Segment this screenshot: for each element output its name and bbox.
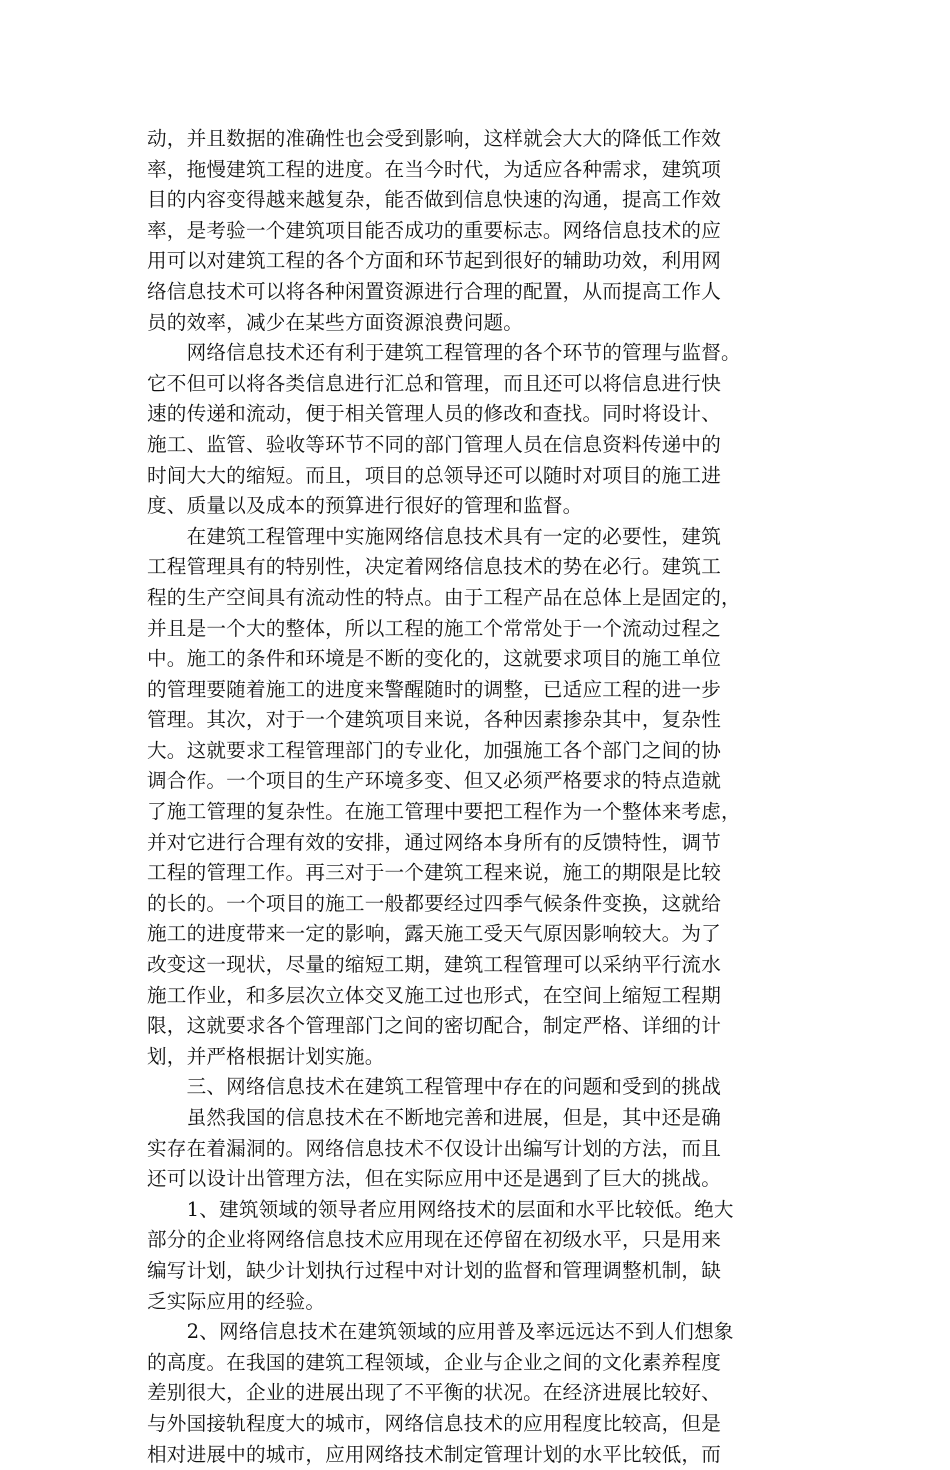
text-line: 工程的管理工作。再三对于一个建筑工程来说，施工的期限是比较 <box>147 861 722 885</box>
text-line: 乏实际应用的经验。 <box>147 1289 326 1313</box>
text-line: 与外国接轨程度大的城市，网络信息技术的应用程度比较高，但是 <box>147 1411 722 1435</box>
text-line: 中。施工的条件和环境是不断的变化的，这就要求项目的施工单位 <box>147 647 722 671</box>
text-line: 率，是考验一个建筑项目能否成功的重要标志。网络信息技术的应 <box>147 218 722 242</box>
text-line: 施工、监管、验收等环节不同的部门管理人员在信息资料传递中的 <box>147 432 722 456</box>
text-line: 用可以对建筑工程的各个方面和环节起到很好的辅助功效，利用网 <box>147 249 722 273</box>
text-line: 目的内容变得越来越复杂，能否做到信息快速的沟通，提高工作效 <box>147 188 722 212</box>
text-line: 2、网络信息技术在建筑领域的应用普及率远远达不到人们想象 <box>147 1320 734 1344</box>
text-line: 并且是一个大的整体，所以工程的施工个常常处于一个流动过程之 <box>147 616 722 640</box>
text-line: 改变这一现状，尽量的缩短工期，建筑工程管理可以采纳平行流水 <box>147 953 722 977</box>
text-line: 大。这就要求工程管理部门的专业化，加强施工各个部门之间的协 <box>147 738 722 762</box>
text-line: 在建筑工程管理中实施网络信息技术具有一定的必要性，建筑 <box>147 524 722 548</box>
text-line: 网络信息技术还有利于建筑工程管理的各个环节的管理与监督。 <box>147 341 741 365</box>
text-line: 络信息技术可以将各种闲置资源进行合理的配置，从而提高工作人 <box>147 279 722 303</box>
text-line: 实存在着漏洞的。网络信息技术不仅设计出编写计划的方法，而且 <box>147 1136 722 1160</box>
text-line: 程的生产空间具有流动性的特点。由于工程产品在总体上是固定的， <box>147 585 741 609</box>
body-text <box>147 124 807 1470</box>
text-line: 时间大大的缩短。而且，项目的总领导还可以随时对项目的施工进 <box>147 463 722 487</box>
text-line: 动，并且数据的准确性也会受到影响，这样就会大大的降低工作效 <box>147 127 722 150</box>
text-line: 员的效率，减少在某些方面资源浪费问题。 <box>147 310 524 334</box>
text-line: 率，拖慢建筑工程的进度。在当今时代，为适应各种需求，建筑项 <box>147 157 722 181</box>
text-line: 速的传递和流动，便于相关管理人员的修改和查找。同时将设计、 <box>147 402 722 426</box>
text-line: 并对它进行合理有效的安排，通过网络本身所有的反馈特性，调节 <box>147 830 722 854</box>
text-line: 的管理要随着施工的进度来警醒随时的调整，已适应工程的进一步 <box>147 677 722 701</box>
text-line: 的高度。在我国的建筑工程领域，企业与企业之间的文化素养程度 <box>147 1350 722 1374</box>
text-line: 它不但可以将各类信息进行汇总和管理，而且还可以将信息进行快 <box>147 371 722 395</box>
text-line: 工程管理具有的特别性，决定着网络信息技术的势在必行。建筑工 <box>147 555 722 579</box>
text-line: 三、网络信息技术在建筑工程管理中存在的问题和受到的挑战 <box>147 1075 722 1099</box>
text-line: 部分的企业将网络信息技术应用现在还停留在初级水平，只是用来 <box>147 1228 722 1252</box>
text-line: 限，这就要求各个管理部门之间的密切配合，制定严格、详细的计 <box>147 1014 722 1038</box>
text-line: 差别很大，企业的进展出现了不平衡的状况。在经济进展比较好、 <box>147 1381 722 1405</box>
text-line: 划，并严格根据计划实施。 <box>147 1044 385 1068</box>
text-line: 调合作。一个项目的生产环境多变、但又必须严格要求的特点造就 <box>147 769 722 793</box>
text-line: 度、质量以及成本的预算进行很好的管理和监督。 <box>147 494 583 518</box>
text-line: 施工作业，和多层次立体交叉施工过也形式，在空间上缩短工程期 <box>147 983 722 1007</box>
text-line: 1、建筑领域的领导者应用网络技术的层面和水平比较低。绝大 <box>147 1197 734 1221</box>
text-line: 编写计划，缺少计划执行过程中对计划的监督和管理调整机制，缺 <box>147 1258 722 1282</box>
text-line: 虽然我国的信息技术在不断地完善和进展，但是，其中还是确 <box>147 1106 722 1129</box>
text-line: 的长的。一个项目的施工一般都要经过四季气候条件变换，这就给 <box>147 891 722 915</box>
text-line: 相对进展中的城市，应用网络技术制定管理计划的水平比较低，而 <box>147 1442 722 1466</box>
text-line: 施工的进度带来一定的影响，露天施工受天气原因影响较大。为了 <box>147 922 722 946</box>
text-line: 了施工管理的复杂性。在施工管理中要把工程作为一个整体来考虑， <box>147 800 741 824</box>
text-line: 还可以设计出管理方法，但在实际应用中还是遇到了巨大的挑战。 <box>147 1167 722 1191</box>
text-line: 管理。其次，对于一个建筑项目来说，各种因素掺杂其中，复杂性 <box>147 708 722 732</box>
